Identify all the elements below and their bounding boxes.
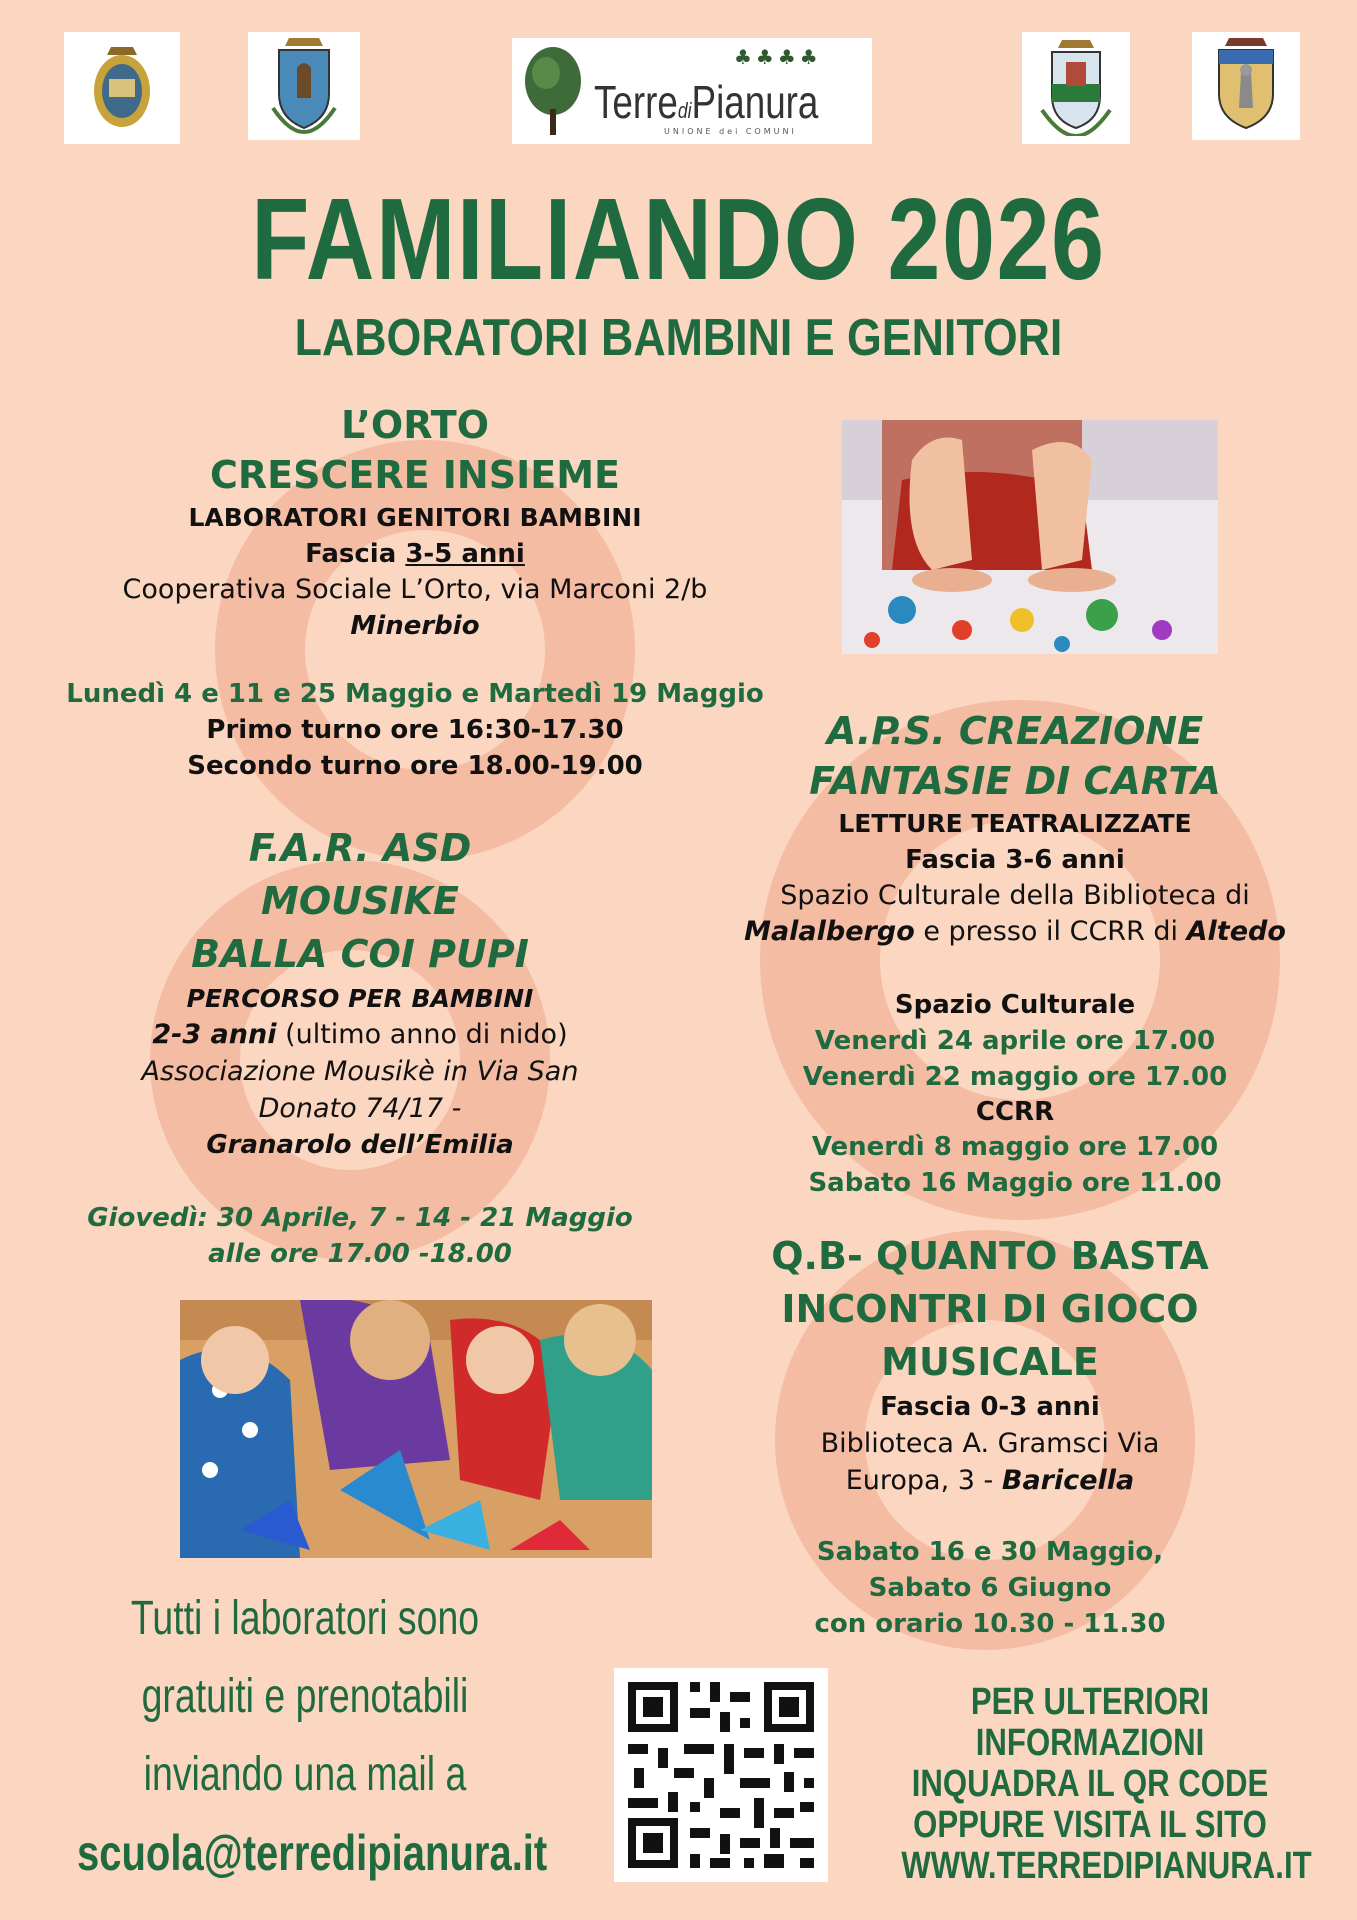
far-place-1: Associazione Mousikè in Via San xyxy=(141,1056,579,1087)
far-age: 2-3 anni xyxy=(152,1019,277,1050)
qb-name-2: INCONTRI DI GIOCO xyxy=(781,1287,1199,1331)
qb-place-1: Biblioteca A. Gramsci Via xyxy=(820,1428,1160,1459)
qb-dates-1: Sabato 16 e 30 Maggio, xyxy=(816,1537,1164,1567)
trees-row-icon: ♣♣♣♣ xyxy=(734,45,822,69)
aps-fascia: Fascia 3-6 anni xyxy=(905,845,1125,875)
far-name-2: MOUSIKE xyxy=(261,879,459,923)
far-age-note: (ultimo anno di nido) xyxy=(276,1019,568,1050)
section-aps xyxy=(690,706,1340,950)
aps-town-2: Altedo xyxy=(1186,916,1286,947)
aps-town-1: Malalbergo xyxy=(744,916,915,947)
far-name-3: BALLA COI PUPI xyxy=(191,932,529,976)
far-schedule xyxy=(60,1200,660,1272)
far-town: Granarolo dell’Emilia xyxy=(206,1130,514,1160)
qb-dates-3: con orario 10.30 - 11.30 xyxy=(814,1609,1166,1639)
far-dates-1: Giovedì: 30 Aprile, 7 - 14 - 21 Maggio xyxy=(87,1203,633,1233)
far-type: PERCORSO PER BAMBINI xyxy=(186,984,534,1013)
qb-schedule xyxy=(690,1534,1290,1642)
aps-name-1: A.P.S. CREAZIONE xyxy=(826,709,1204,753)
qb-dates-2: Sabato 6 Giugno xyxy=(868,1573,1112,1603)
booking-line-3: inviando una mail a xyxy=(143,1748,467,1801)
booking-email-link[interactable]: scuola@terredipianura.it xyxy=(77,1825,548,1881)
aps-date-4: Sabato 16 Maggio ore 11.00 xyxy=(808,1168,1222,1198)
page-title: FAMILIANDO 2026 xyxy=(251,174,1106,304)
orto-schedule xyxy=(40,676,790,784)
photo-child-painting xyxy=(842,420,1218,654)
orto-dates: Lunedì 4 e 11 e 25 Maggio e Martedì 19 Maggio xyxy=(66,679,764,709)
coat-of-arms-logo-2 xyxy=(248,32,360,140)
orto-fascia-value: 3-5 anni xyxy=(405,539,525,569)
brand-name-terre: Terre xyxy=(594,76,678,128)
section-orto xyxy=(40,400,790,644)
brand-name-pianura: Pianura xyxy=(691,76,819,128)
coat-of-arms-logo-3 xyxy=(1022,32,1130,144)
aps-schedule xyxy=(690,987,1340,1201)
info-line-2: INFORMAZIONI xyxy=(975,1722,1205,1764)
orto-town: Minerbio xyxy=(350,611,480,641)
qb-place-2: Europa, 3 - xyxy=(845,1465,1002,1496)
brand-name-di: di xyxy=(677,98,692,123)
aps-venue-2: CCRR xyxy=(975,1097,1055,1127)
qr-code[interactable] xyxy=(614,1668,828,1882)
info-line-4: OPPURE VISITA IL SITO xyxy=(913,1804,1267,1846)
coat-of-arms-logo-1 xyxy=(64,32,180,144)
qb-name-1: Q.B- QUANTO BASTA xyxy=(771,1234,1209,1278)
coat-of-arms-logo-4 xyxy=(1192,32,1300,140)
section-qb xyxy=(690,1230,1290,1499)
orto-turn-2: Secondo turno ore 18.00-19.00 xyxy=(187,751,643,781)
page-subtitle: LABORATORI BAMBINI E GENITORI xyxy=(294,309,1063,367)
brand-tagline: UNIONE dei COMUNI xyxy=(664,127,797,136)
orto-name-2: CRESCERE INSIEME xyxy=(210,453,620,497)
qb-town: Baricella xyxy=(1001,1465,1135,1496)
qb-fascia: Fascia 0-3 anni xyxy=(880,1392,1100,1422)
website-link[interactable]: WWW.TERREDIPIANURA.IT xyxy=(901,1845,1312,1887)
aps-type: LETTURE TEATRALIZZATE xyxy=(838,809,1192,838)
aps-venue-1: Spazio Culturale xyxy=(894,990,1136,1020)
far-place-2: Donato 74/17 - xyxy=(258,1093,462,1124)
orto-type: LABORATORI GENITORI BAMBINI xyxy=(188,503,642,532)
aps-date-3: Venerdì 8 maggio ore 17.00 xyxy=(811,1132,1219,1162)
tree-icon xyxy=(518,43,588,139)
orto-place: Cooperativa Sociale L’Orto, via Marconi 2/b xyxy=(122,574,708,605)
orto-turn-1: Primo turno ore 16:30-17.30 xyxy=(206,715,624,745)
coat-of-arms-icon xyxy=(1211,38,1281,134)
booking-line-1: Tutti i laboratori sono xyxy=(130,1592,480,1645)
aps-name-2: FANTASIE DI CARTA xyxy=(809,759,1221,803)
qr-code-icon xyxy=(614,1668,828,1882)
far-name-1: F.A.R. ASD xyxy=(248,826,472,870)
footer-more-info xyxy=(860,1682,1320,1887)
footer-booking-info xyxy=(20,1580,590,1892)
section-far xyxy=(60,822,660,1163)
info-line-1: PER ULTERIORI xyxy=(970,1681,1210,1723)
aps-place-mid: e presso il CCRR di xyxy=(914,916,1187,947)
orto-name-1: L’ORTO xyxy=(341,403,489,447)
coat-of-arms-icon xyxy=(269,38,339,134)
qb-name-3: MUSICALE xyxy=(881,1340,1099,1384)
coat-of-arms-icon xyxy=(87,43,157,133)
coat-of-arms-icon xyxy=(1036,40,1116,136)
terre-di-pianura-logo xyxy=(512,38,872,144)
booking-line-2: gratuiti e prenotabili xyxy=(141,1670,469,1723)
aps-place-1: Spazio Culturale della Biblioteca di xyxy=(780,880,1250,911)
aps-date-2: Venerdì 22 maggio ore 17.00 xyxy=(802,1062,1228,1092)
info-line-3: INQUADRA IL QR CODE xyxy=(911,1763,1269,1805)
aps-date-1: Venerdì 24 aprile ore 17.00 xyxy=(814,1026,1216,1056)
photo-children-playing xyxy=(180,1300,652,1558)
far-dates-2: alle ore 17.00 -18.00 xyxy=(208,1239,512,1269)
orto-fascia-label: Fascia xyxy=(305,539,406,569)
